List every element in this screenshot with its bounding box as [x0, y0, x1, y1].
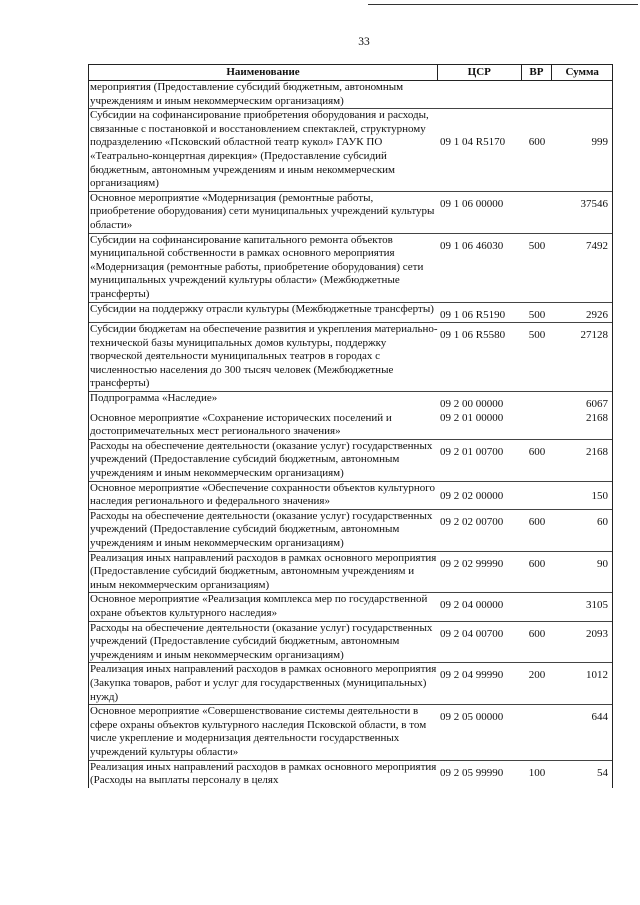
table-row [89, 412, 612, 440]
row-vr: 600 [528, 557, 546, 570]
row-name: Реализация иных направлений расходов в рамках основного мероприятия (Предоставление субсидий бюджетным, автономным учреждениям и иным некоммерческим организациям) [90, 551, 437, 591]
table-row [89, 622, 612, 664]
row-sum: 3105 [586, 599, 608, 612]
row-sum [552, 81, 612, 108]
row-vr: 100 [528, 766, 546, 779]
table-row [89, 109, 612, 192]
table-row [89, 192, 612, 234]
row-csr: 09 2 00 00000 [440, 398, 504, 411]
table-row [89, 392, 612, 412]
row-name: Субсидии на поддержку отрасли культуры (Межбюджетные трансферты) [90, 302, 434, 315]
row-vr: 500 [528, 329, 546, 342]
row-csr: 09 2 01 00000 [440, 411, 504, 424]
row-csr: 09 2 02 00700 [440, 515, 504, 528]
row-vr [522, 593, 552, 620]
row-vr: 600 [528, 136, 546, 149]
table-row [89, 552, 612, 594]
row-name: Основное мероприятие «Обеспечение сохранности объектов культурного наследия регионального и федерального значения» [90, 481, 435, 508]
top-rule [368, 4, 638, 5]
row-name: Субсидии бюджетам на обеспечение развития и укрепления материально-технической базы муниципальных домов культуры, поддержку творческой деятельности муниципальных театров в городах с численностью населения до 300 тысяч человек (Межбюджетные трансферты) [90, 323, 438, 390]
row-vr [522, 392, 552, 412]
row-vr [522, 705, 552, 759]
row-name: Субсидии на софинансирование капитального ремонта объектов муниципальной собственности в рамках основного мероприятия «Модернизация (ремонтные работы, приобретение оборудования) сети муниципальных учреждений культуры области» (Межбюджетные трансферты) [90, 233, 424, 300]
row-csr: 09 2 05 00000 [440, 711, 504, 724]
row-csr: 09 2 02 00000 [440, 489, 504, 502]
row-vr: 500 [528, 308, 546, 321]
header-sum: Сумма [565, 66, 599, 78]
row-sum: 150 [591, 489, 608, 502]
table-row [89, 81, 612, 109]
row-csr [439, 81, 522, 108]
row-sum: 54 [597, 766, 608, 779]
row-sum: 90 [597, 557, 608, 570]
row-name: Субсидии на софинансирование приобретения оборудования и расходы, связанные с постановкой и восстановлением спектаклей, структурному подразделению «Псковский областной театр кукол» ГАУК ПО «Театрально-концертная дирекция» (Предоставление субсидий бюджетным, автономным учреждениям и иным некоммерческим организациям) [90, 109, 429, 190]
table-header [89, 64, 612, 81]
row-name: Основное мероприятие «Совершенствование системы деятельности в сфере охраны объектов культурного наследия Псковской области, в том числе укрепление и модернизация деятельности государственных учреждений культуры области» [90, 705, 427, 758]
table-row [89, 663, 612, 705]
row-sum: 2168 [586, 445, 608, 458]
row-name: Реализация иных направлений расходов в рамках основного мероприятия (Закупка товаров, работ и услуг для государственных (муниципальных) нужд) [90, 663, 437, 703]
row-csr: 09 2 01 00700 [440, 445, 504, 458]
header-vr: ВР [522, 65, 553, 80]
row-vr [522, 192, 552, 233]
row-name: Расходы на обеспечение деятельности (оказание услуг) государственных учреждений (Предоставление субсидий бюджетным, автономным учреждениям и иным некоммерческим организациям) [90, 439, 433, 480]
table-row [89, 482, 612, 510]
row-csr: 09 2 04 00700 [440, 627, 504, 640]
row-name: мероприятия (Предоставление субсидий бюджетным, автономным учреждениям и иным некоммерческим организациям) [90, 81, 404, 107]
table-row [89, 234, 612, 303]
row-name: Расходы на обеспечение деятельности (оказание услуг) государственных учреждений (Предоставление субсидий бюджетным, автономным учреждениям и иным некоммерческим организациям) [90, 509, 433, 549]
row-sum: 6067 [586, 398, 608, 411]
row-sum: 2926 [586, 308, 608, 321]
row-vr [522, 482, 552, 509]
row-vr: 200 [528, 669, 546, 682]
table-row [89, 593, 612, 621]
row-csr: 09 2 04 00000 [440, 599, 504, 612]
row-csr: 09 1 06 00000 [440, 197, 504, 210]
row-sum: 37546 [580, 197, 608, 210]
row-vr [522, 412, 552, 439]
row-csr: 09 2 04 99990 [440, 669, 504, 682]
table-row [89, 705, 612, 760]
row-sum: 999 [591, 136, 608, 149]
row-name: Реализация иных направлений расходов в рамках основного мероприятия (Расходы на выплаты персоналу в целях [90, 760, 437, 787]
row-name: Основное мероприятие «Реализация комплекса мер по государственной охране объектов культурного наследия» [90, 593, 428, 619]
row-csr: 09 2 02 99990 [440, 557, 504, 570]
header-csr: ЦСР [438, 65, 522, 80]
table-row [89, 323, 612, 392]
budget-table [88, 64, 613, 788]
table-row [89, 440, 612, 482]
row-name: Основное мероприятие «Сохранение исторических поселений и достопримечательных мест регионального значения» [90, 411, 392, 438]
row-vr: 600 [528, 445, 546, 458]
row-csr: 09 1 06 R5190 [440, 308, 506, 321]
row-sum: 2168 [586, 411, 608, 424]
row-name: Основное мероприятие «Модернизация (ремонтные работы, приобретение оборудования) сети муниципальных учреждений культуры области» [90, 191, 435, 231]
row-csr: 09 2 05 99990 [440, 766, 504, 779]
table-row [89, 510, 612, 552]
row-sum: 60 [597, 515, 608, 528]
row-sum: 2093 [586, 627, 608, 640]
row-sum: 27128 [580, 329, 608, 342]
row-vr [522, 81, 552, 108]
row-csr: 09 1 06 46030 [440, 239, 504, 252]
page-number: 33 [358, 36, 370, 48]
row-csr: 09 1 04 R5170 [440, 136, 506, 149]
table-row [89, 303, 612, 324]
row-vr: 600 [528, 515, 546, 528]
header-name: Наименование [89, 65, 438, 80]
row-sum: 1012 [586, 669, 608, 682]
row-vr: 500 [528, 239, 546, 252]
row-csr: 09 1 06 R5580 [440, 329, 506, 342]
row-vr: 600 [528, 627, 546, 640]
row-sum: 644 [591, 711, 608, 724]
table-row [89, 761, 612, 788]
row-name: Подпрограмма «Наследие» [90, 392, 218, 405]
row-name: Расходы на обеспечение деятельности (оказание услуг) государственных учреждений (Предоставление субсидий бюджетным, автономным учреждениям и иным некоммерческим организациям) [90, 621, 433, 661]
row-sum: 7492 [586, 239, 608, 252]
